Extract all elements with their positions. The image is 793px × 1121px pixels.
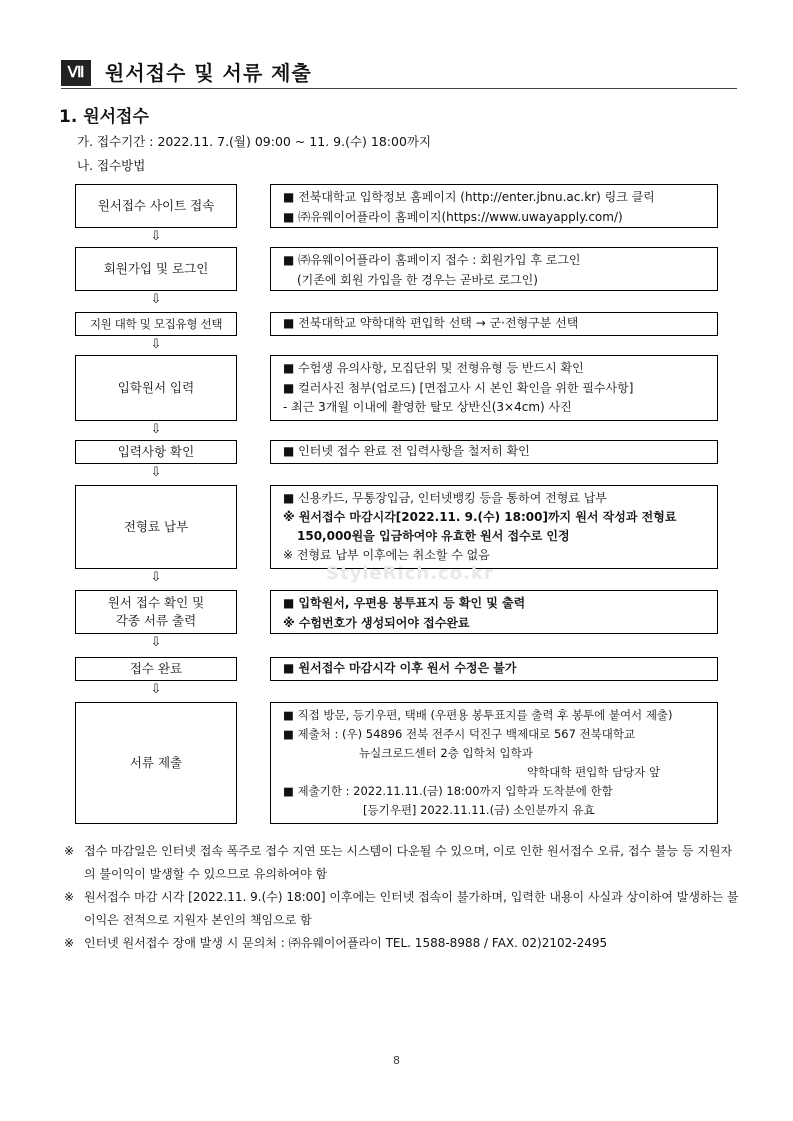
down-arrow-icon: ⇩ (150, 635, 162, 650)
note-item (64, 932, 742, 955)
down-arrow-icon: ⇩ (150, 682, 162, 697)
step-detail-document-submission (270, 702, 718, 824)
detail-item: ※ 원서접수 마감시각[2022.11. 9.(수) 18:00]까지 원서 작성과 전형료 (283, 510, 677, 524)
detail-item: ■ 제출처 : (우) 54896 전북 전주시 덕진구 백제대로 567 전북대학교 (283, 727, 636, 741)
step-box-print-documents (75, 590, 237, 634)
detail-item: ■ 입학원서, 우편용 봉투표지 등 확인 및 출력 (283, 596, 526, 610)
note-mark: ※ (64, 936, 75, 950)
step-box-signup-login (75, 247, 237, 291)
step-detail-signup-login (270, 247, 718, 291)
step-label: 회원가입 및 로그인 (103, 261, 209, 276)
note-text: 인터넷 원서접수 장애 발생 시 문의처 : ㈜유웨이어플라이 TEL. 1588-8988 / FAX. 02)2102-2495 (84, 936, 608, 950)
note-text: 원서접수 마감 시각 [2022.11. 9.(수) 18:00] 이후에는 인터넷 접속이 불가하며, 입력한 내용이 사실과 상이하여 발생하는 불이익은 전적으로 지원자 본인의 책임으로 함 (84, 890, 739, 927)
step-box-document-submission (75, 702, 237, 824)
detail-item: 약학대학 편입학 담당자 앞 (527, 765, 661, 779)
note-item (64, 840, 742, 886)
step-box-site-access (75, 184, 237, 228)
step-label: 각종 서류 출력 (115, 613, 197, 628)
section-header (61, 58, 737, 89)
step-label: 서류 제출 (129, 755, 183, 770)
notes (64, 840, 742, 955)
down-arrow-icon: ⇩ (150, 292, 162, 307)
detail-item: ■ 신용카드, 무통장입금, 인터넷뱅킹 등을 통하여 전형료 납부 (283, 491, 607, 505)
step-detail-fee-payment (270, 485, 718, 569)
detail-item: [등기우편] 2022.11.11.(금) 소인분까지 유효 (363, 803, 595, 817)
watermark: StyleRich.co.kr (326, 563, 494, 584)
detail-item: ■ 인터넷 접수 완료 전 입력사항을 철저히 확인 (283, 444, 530, 458)
subsection-title: 1. 원서접수 (59, 107, 149, 127)
detail-item: (기존에 회원 가입을 한 경우는 곧바로 로그인) (297, 272, 538, 287)
step-detail-site-access (270, 184, 718, 228)
detail-item: ■ 수험생 유의사항, 모집단위 및 전형유형 등 반드시 확인 (283, 361, 584, 375)
step-detail-verify-input (270, 440, 718, 464)
detail-item: ■ 제출기한 : 2022.11.11.(금) 18:00까지 입학과 도착분에 한함 (283, 784, 613, 798)
step-box-application-entry (75, 355, 237, 421)
step-detail-complete (270, 657, 718, 681)
application-method-heading: 나. 접수방법 (77, 158, 146, 173)
note-item (64, 886, 742, 932)
step-detail-select-program (270, 312, 718, 336)
note-text: 접수 마감일은 인터넷 접속 폭주로 접수 지연 또는 시스템이 다운될 수 있으며, 이로 인한 원서접수 오류, 접수 불능 등 지원자의 불이익이 발생할 수 있으므로 유의하여야 함 (84, 844, 733, 881)
step-label: 지원 대학 및 모집유형 선택 (89, 317, 223, 331)
step-detail-application-entry (270, 355, 718, 421)
step-label: 전형료 납부 (123, 519, 189, 534)
step-box-fee-payment (75, 485, 237, 569)
detail-item: ■ 전북대학교 약학대학 편입학 선택 → 군·전형구분 선택 (283, 316, 579, 330)
detail-item: ※ 수험번호가 생성되어야 접수완료 (283, 615, 470, 630)
section-title: 원서접수 및 서류 제출 (105, 61, 312, 85)
down-arrow-icon: ⇩ (150, 570, 162, 585)
section-number-badge: Ⅶ (61, 60, 91, 86)
detail-item: ■ 원서접수 마감시각 이후 원서 수정은 불가 (283, 661, 517, 675)
step-label: 접수 완료 (129, 661, 183, 676)
detail-item: ■ ㈜유웨이어플라이 홈페이지(https://www.uwayapply.com/) (283, 209, 623, 224)
detail-item: ■ 직접 방문, 등기우편, 택배 (우편용 봉투표지를 출력 후 봉투에 붙여서 제출) (283, 708, 673, 722)
step-box-select-program (75, 312, 237, 336)
detail-item: ■ ㈜유웨이어플라이 홈페이지 접수 : 회원가입 후 로그인 (283, 253, 581, 267)
down-arrow-icon: ⇩ (150, 229, 162, 244)
page-number: 8 (393, 1054, 400, 1067)
down-arrow-icon: ⇩ (150, 465, 162, 480)
step-label: 입력사항 확인 (117, 444, 195, 459)
application-period: 가. 접수기간 : 2022.11. 7.(월) 09:00 ~ 11. 9.(수) 18:00까지 (77, 134, 432, 149)
detail-item: ■ 컬러사진 첨부(업로드) [면접고사 시 본인 확인을 위한 필수사항] (283, 380, 634, 395)
detail-item: 뉴실크로드센터 2층 입학처 입학과 (359, 746, 533, 760)
down-arrow-icon: ⇩ (150, 337, 162, 352)
down-arrow-icon: ⇩ (150, 422, 162, 437)
note-mark: ※ (64, 844, 75, 858)
detail-item: - 최근 3개월 이내에 촬영한 탈모 상반신(3×4cm) 사진 (283, 400, 572, 414)
note-mark: ※ (64, 890, 75, 904)
detail-item: 150,000원을 입금하여야 유효한 원서 접수로 인정 (297, 529, 570, 543)
step-label: 입학원서 입력 (117, 380, 195, 395)
step-label: 원서접수 사이트 접속 (97, 198, 215, 213)
step-box-complete (75, 657, 237, 681)
step-box-verify-input (75, 440, 237, 464)
step-detail-print-documents (270, 590, 718, 634)
detail-item: ※ 전형료 납부 이후에는 취소할 수 없음 (283, 548, 490, 562)
detail-item: ■ 전북대학교 입학정보 홈페이지 (http://enter.jbnu.ac.kr) 링크 클릭 (283, 190, 655, 204)
step-label: 원서 접수 확인 및 (107, 595, 205, 610)
